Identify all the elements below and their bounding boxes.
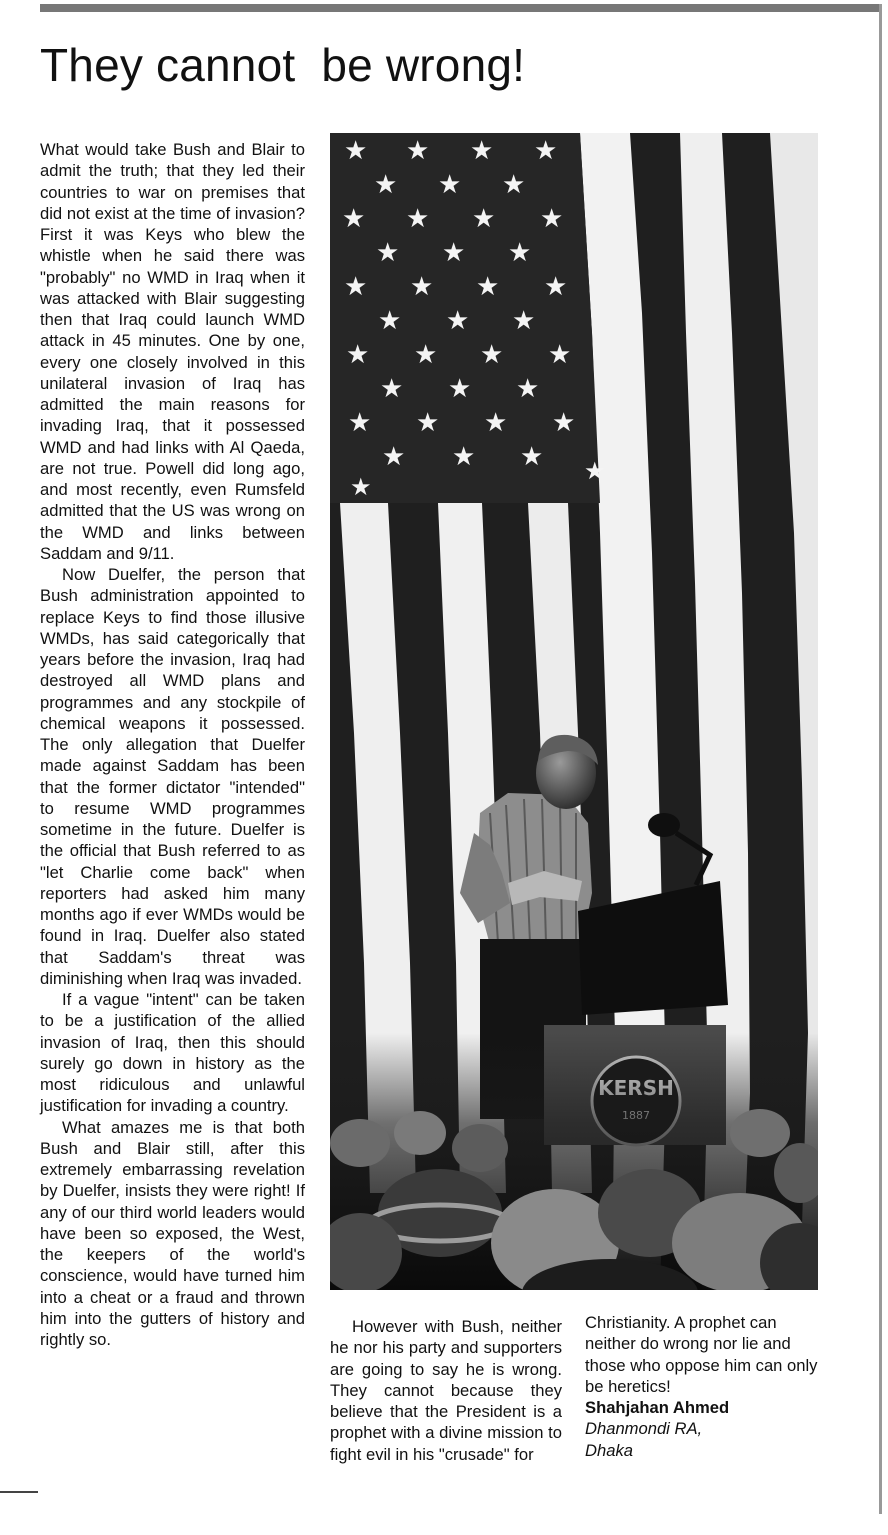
right-border-rule xyxy=(879,4,882,1514)
paragraph-5: However with Bush, neither he nor his party and supporters are going to say he is wrong. They cannot because they believe that the President is a prophet with a divine mission to fight evil in his "crusade" for xyxy=(330,1317,562,1464)
svg-text:★: ★ xyxy=(502,170,526,200)
top-rule xyxy=(40,4,880,12)
svg-text:★: ★ xyxy=(380,374,404,404)
flag-canton xyxy=(330,133,606,503)
svg-text:★: ★ xyxy=(552,408,576,438)
svg-text:★: ★ xyxy=(382,442,406,472)
paragraph-1: What would take Bush and Blair to admit the truth; that they led their countries to war on premises that did not exist at the time of invasion? First it was Keys who blew the whistle when he said there was "probably" no WMD in Iraq when it was attacked with Blair suggesting then that Iraq could launch WMD attack in 45 minutes. One by one, every one closely involved in this unilateral invasion of Iraq has admitted the main reasons for invading Iraq, that it possessed WMD and had links with Al Qaeda, are not true. Powell did long ago, and most recently, even Rumsfeld admitted that the US was wrong on the WMD and links between Saddam and 9/11. xyxy=(40,140,305,563)
svg-text:★: ★ xyxy=(406,204,430,234)
svg-text:★: ★ xyxy=(406,136,430,166)
svg-text:★: ★ xyxy=(342,204,366,234)
svg-text:★: ★ xyxy=(374,170,398,200)
svg-text:★: ★ xyxy=(520,442,544,472)
svg-text:★: ★ xyxy=(470,136,494,166)
svg-text:★: ★ xyxy=(512,306,536,336)
article-title: They cannot be wrong! xyxy=(40,39,526,91)
svg-text:★: ★ xyxy=(442,238,466,268)
author-name: Shahjahan Ahmed xyxy=(585,1398,730,1417)
svg-text:★: ★ xyxy=(410,272,434,302)
bottom-left-rule xyxy=(0,1491,38,1493)
svg-text:★: ★ xyxy=(438,170,462,200)
svg-text:★: ★ xyxy=(534,136,558,166)
svg-text:★: ★ xyxy=(540,204,564,234)
paragraph-6: Christianity. A prophet can neither do wrong nor lie and those who oppose him can only be heretics! xyxy=(585,1313,818,1396)
svg-text:★: ★ xyxy=(452,442,476,472)
svg-text:★: ★ xyxy=(472,204,496,234)
article-column-2 xyxy=(330,1316,562,1465)
svg-text:★: ★ xyxy=(480,340,504,370)
svg-text:★: ★ xyxy=(446,306,470,336)
author-location-line-2: Dhaka xyxy=(585,1440,633,1460)
svg-text:★: ★ xyxy=(548,340,572,370)
svg-text:★: ★ xyxy=(484,408,508,438)
svg-text:★: ★ xyxy=(376,238,400,268)
svg-text:★: ★ xyxy=(348,408,372,438)
signature xyxy=(585,1397,818,1461)
svg-text:★: ★ xyxy=(344,272,368,302)
svg-text:★: ★ xyxy=(414,340,438,370)
article-column-1 xyxy=(40,139,305,1350)
svg-text:★: ★ xyxy=(516,374,540,404)
paragraph-4: What amazes me is that both Bush and Blair still, after this extremely embarrassing revelation by Duelfer, insists they were right! If any of our third world leaders would have been so exposed, the West, the keepers of the world's conscience, would have turned him into a cheat or a fraud and thrown him into the gutters of history and rightly so. xyxy=(40,1117,305,1349)
svg-text:★: ★ xyxy=(344,136,368,166)
svg-text:★: ★ xyxy=(378,306,402,336)
svg-text:★: ★ xyxy=(544,272,568,302)
article-column-3 xyxy=(585,1312,818,1461)
paragraph-3: If a vague "intent" can be taken to be a justification of the allied invasion of Iraq, then this should surely go down in history as the most ridiculous and unlawful justification for invading a country. xyxy=(40,990,305,1116)
svg-text:★: ★ xyxy=(508,238,532,268)
paragraph-2: Now Duelfer, the person that Bush administration appointed to replace Keys to find those illusive WMDs, has said categorically that years before the invasion, Iraq had destroyed all WMD plans and programmes and any stockpile of chemical weapons it possessed. The only allegation that Duelfer made against Saddam has been that the former dictator "intended" to resume WMD programmes sometime in the future. Duelfer is the official that Bush referred to as "let Charlie come back" when reporters had asked him many months ago if ever WMDs would be found in Iraq. Duelfer also stated that Saddam's threat was diminishing when Iraq was invaded. xyxy=(40,565,305,988)
photo-bush-flag-podium xyxy=(330,133,818,1290)
svg-text:★: ★ xyxy=(584,457,606,485)
author-location-line-1: Dhanmondi RA, xyxy=(585,1419,703,1439)
svg-text:★: ★ xyxy=(448,374,472,404)
svg-text:★: ★ xyxy=(350,473,372,501)
svg-text:★: ★ xyxy=(476,272,500,302)
crowd xyxy=(330,1033,818,1290)
svg-text:★: ★ xyxy=(416,408,440,438)
svg-text:★: ★ xyxy=(346,340,370,370)
